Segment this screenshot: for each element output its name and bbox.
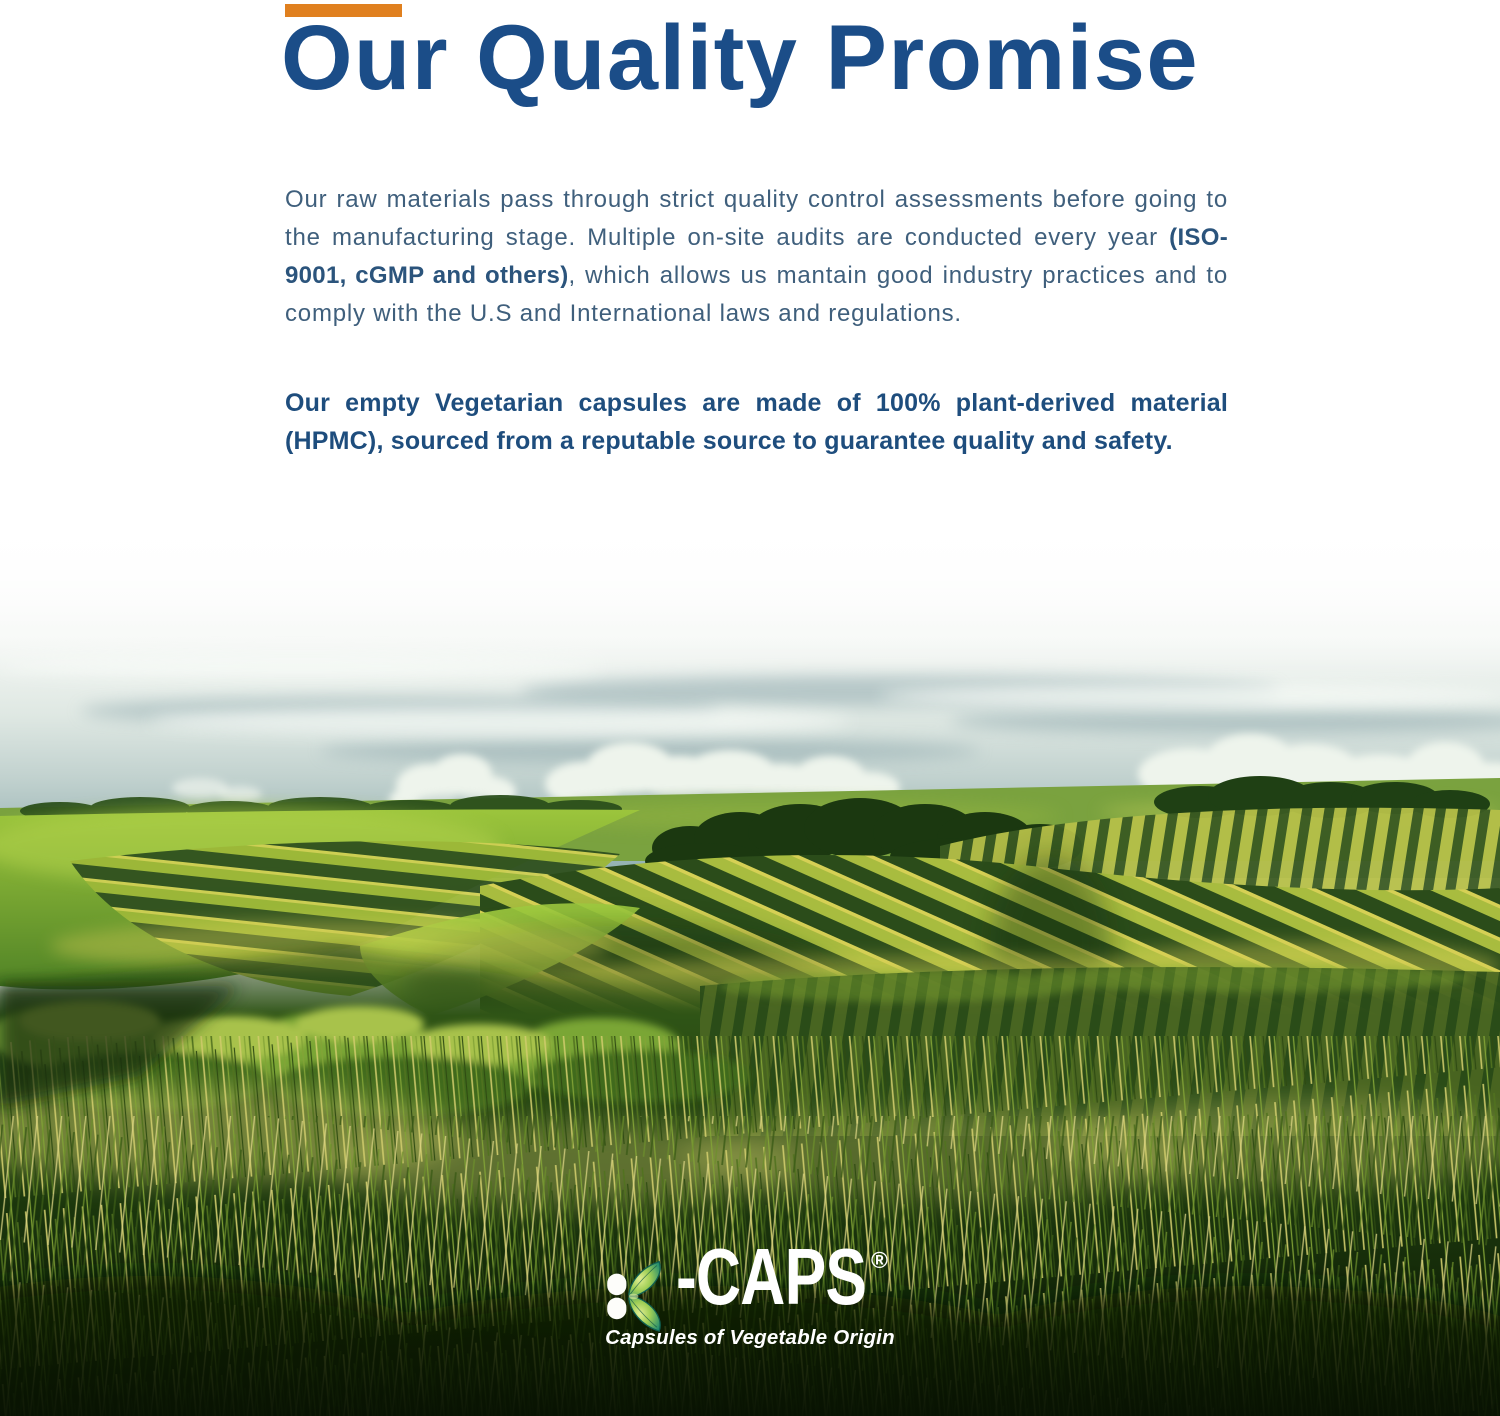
certifications-text: (ISO-9001, cGMP and others) xyxy=(285,224,1228,289)
registered-trademark-icon: ® xyxy=(871,1247,888,1273)
logo-tagline: Capsules of Vegetable Origin xyxy=(605,1326,895,1349)
capsules-paragraph: Our empty Vegetarian capsules are made of 100% plant-derived material (HPMC), sourced from a reputable source to guarantee quality and safety. xyxy=(285,389,1228,455)
intro-text-part2: , which allows us mantain good industry practices and to comply with the U.S and International laws and regulations. xyxy=(285,262,1228,327)
brand-text: -CAPS xyxy=(676,1232,867,1321)
kcaps-logo xyxy=(604,1232,896,1354)
intro-text-part1: Our raw materials pass through strict quality control assessments before going to the manufacturing stage. Multiple on-site audits are conducted every year xyxy=(285,186,1228,251)
page-title: Our Quality Promise xyxy=(281,7,1200,109)
intro-paragraph xyxy=(285,181,1228,333)
field-photo xyxy=(0,516,1500,1416)
